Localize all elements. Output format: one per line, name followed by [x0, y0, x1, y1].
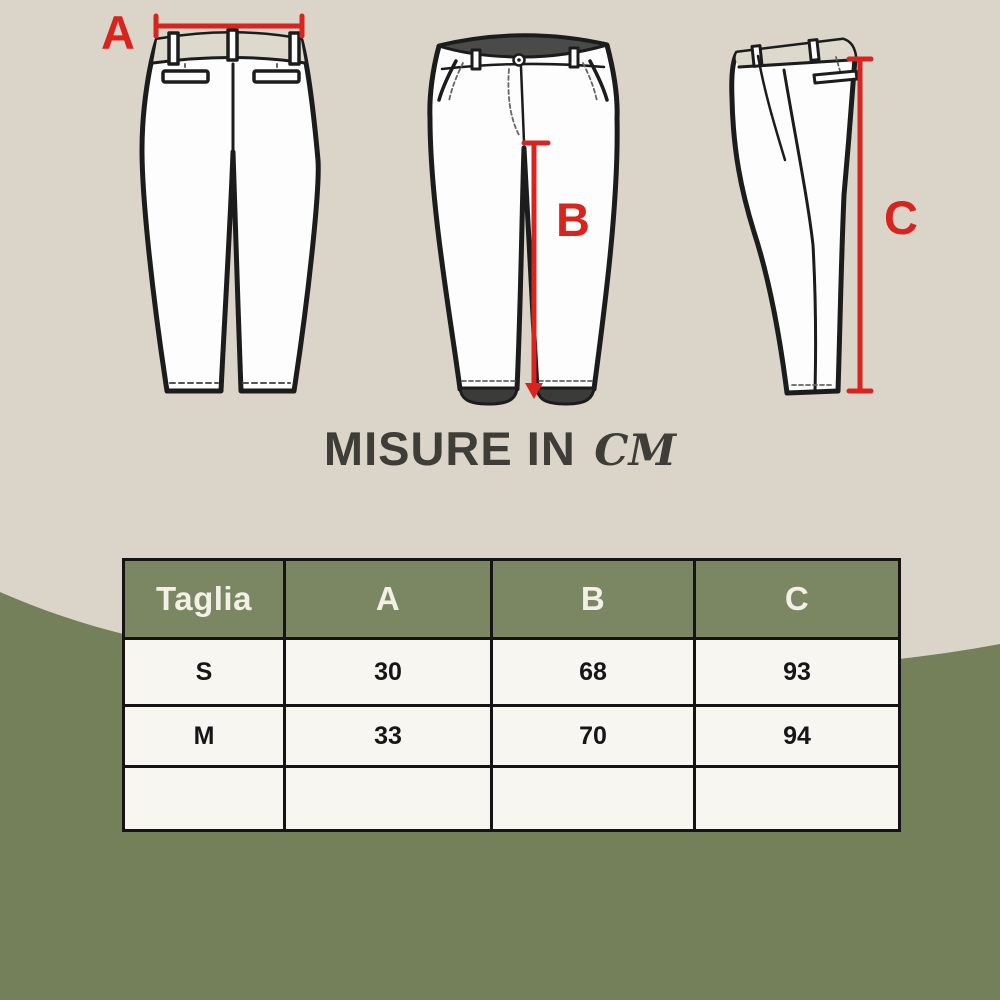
cell-m-a: 33 — [285, 706, 492, 767]
cell-s-a: 30 — [285, 639, 492, 706]
cell-empty-size — [124, 767, 285, 831]
cell-s-c: 93 — [695, 639, 900, 706]
cell-empty-a — [285, 767, 492, 831]
header-cell-c: C — [695, 560, 900, 639]
measurement-label-a: A — [101, 6, 135, 59]
measurement-label-b: B — [556, 193, 590, 246]
page-title — [0, 421, 1000, 476]
header-cell-taglia: Taglia — [124, 560, 285, 639]
cell-m-size: M — [124, 706, 285, 767]
cell-empty-c — [695, 767, 900, 831]
table-row-empty — [124, 767, 900, 831]
size-table — [122, 558, 901, 832]
title-unit: CM — [594, 426, 677, 476]
table-row-s — [124, 639, 900, 706]
cell-s-b: 68 — [492, 639, 695, 706]
header-cell-a: A — [285, 560, 492, 639]
cell-m-c: 94 — [695, 706, 900, 767]
measurement-label-c: C — [884, 191, 918, 244]
cell-empty-b — [492, 767, 695, 831]
header-row — [124, 560, 900, 639]
title-text: MISURE IN — [323, 422, 576, 475]
cell-s-size: S — [124, 639, 285, 706]
cell-m-b: 70 — [492, 706, 695, 767]
header-cell-b: B — [492, 560, 695, 639]
table-row-m — [124, 706, 900, 767]
